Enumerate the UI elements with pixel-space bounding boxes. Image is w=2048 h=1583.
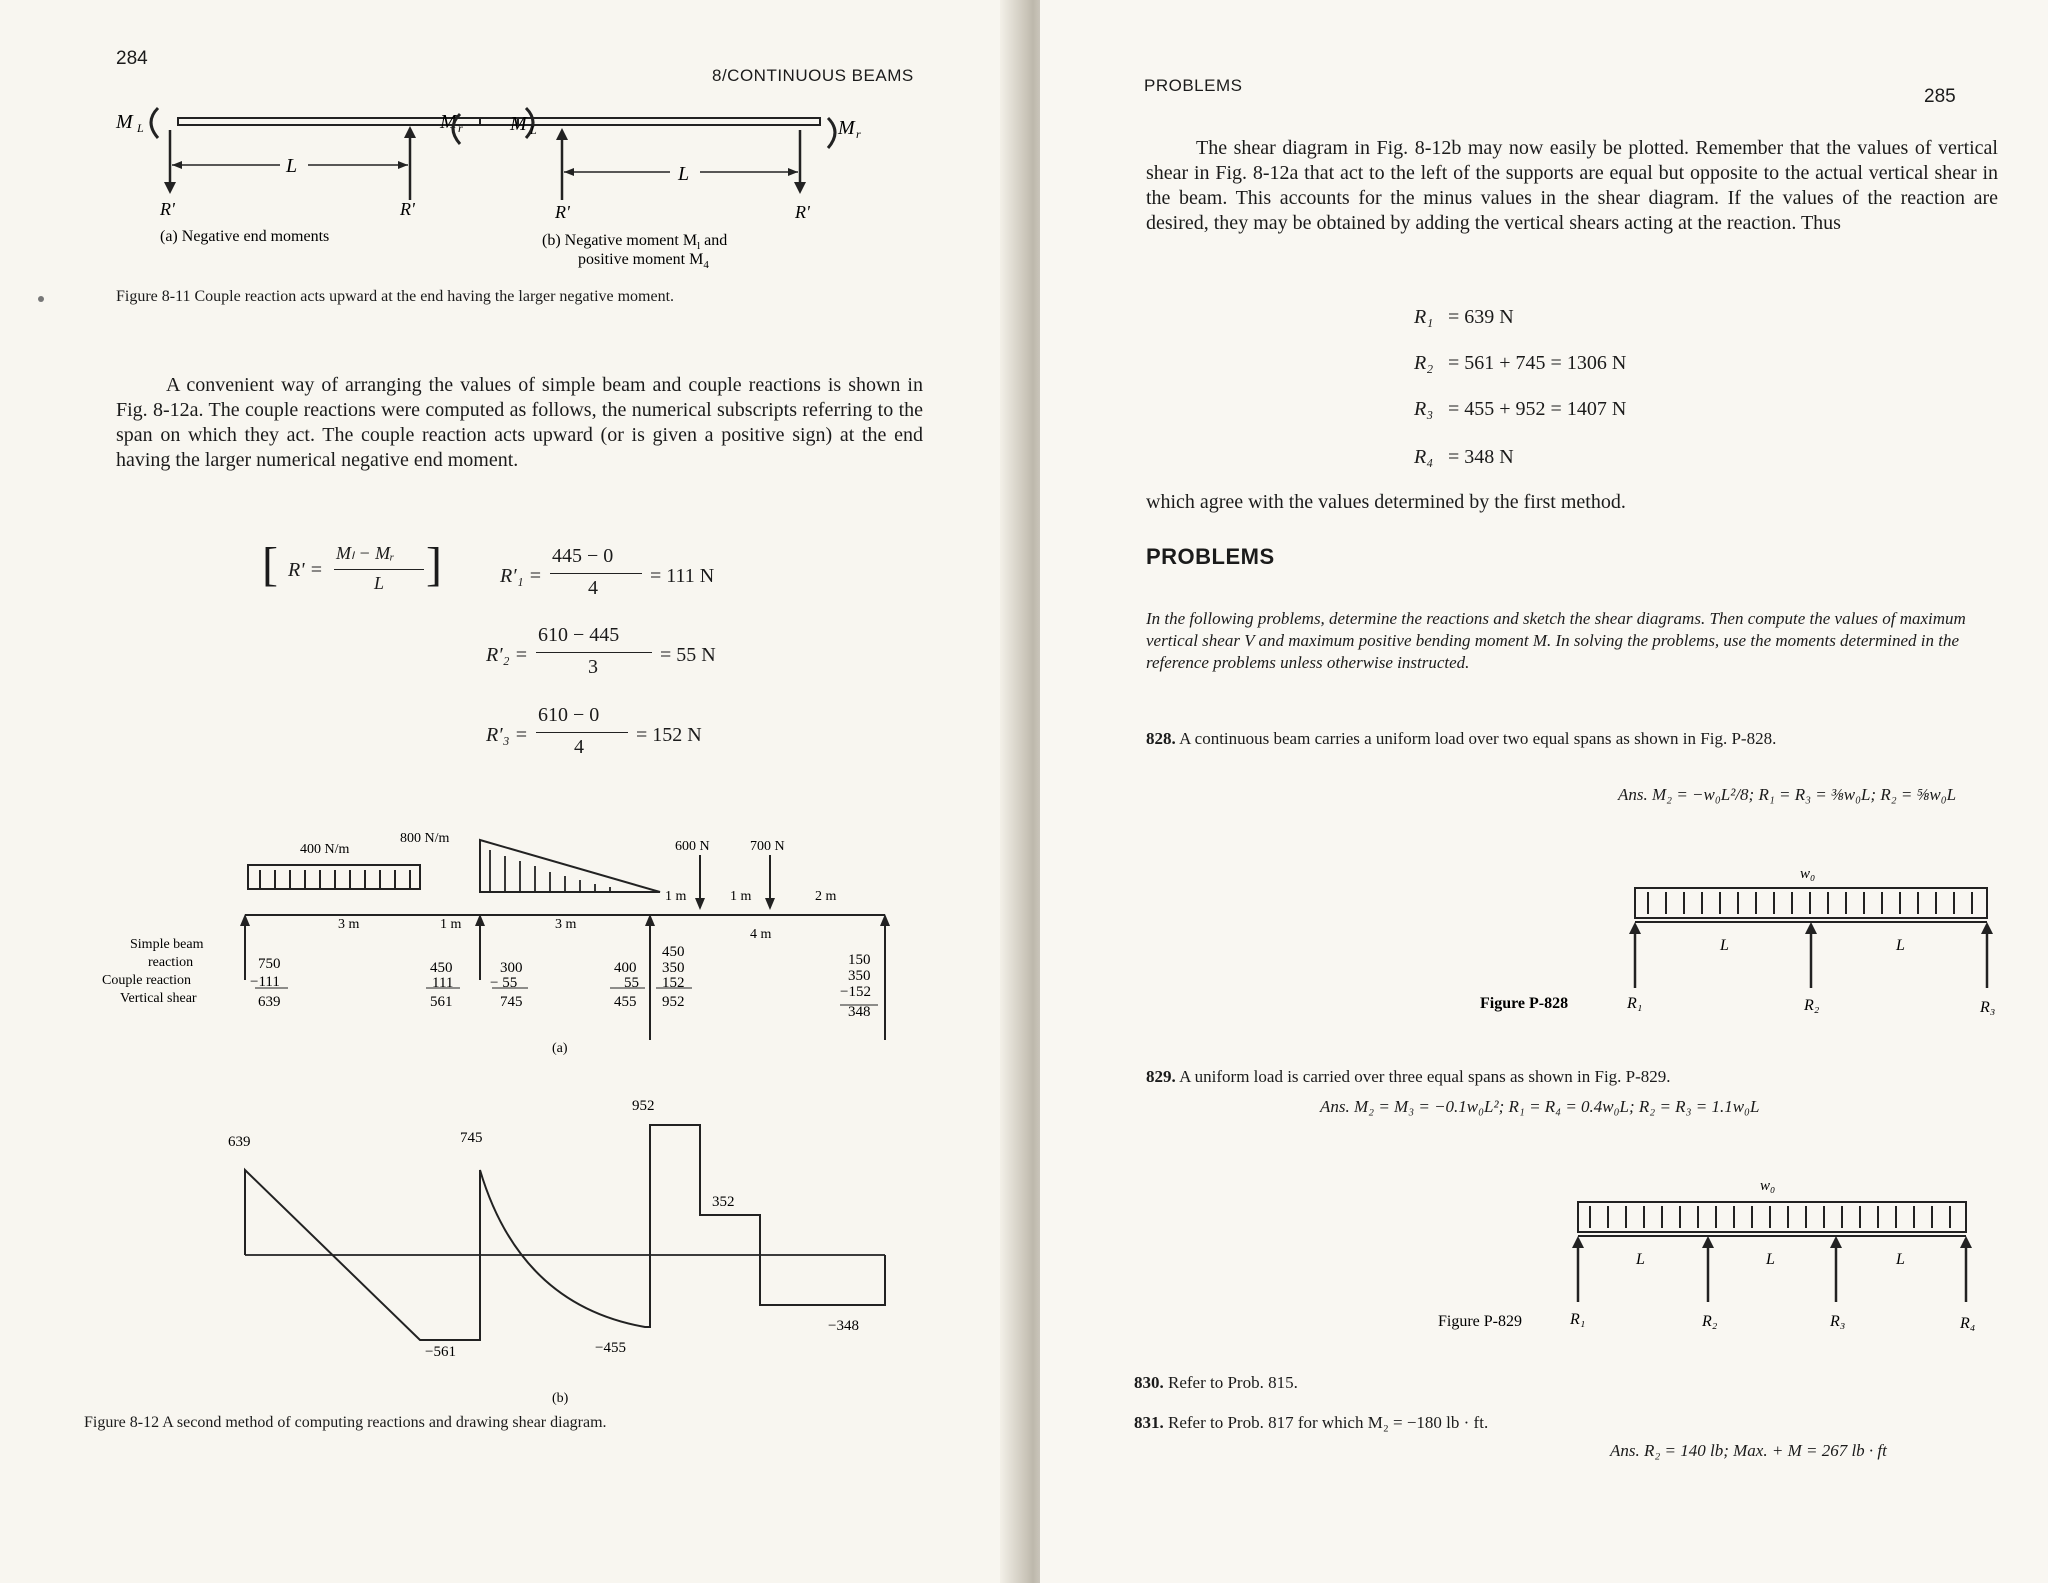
figure-label: Figure P-828 — [1480, 995, 1569, 1012]
couple-reaction-formula — [262, 538, 446, 601]
row-label-couple: Couple reaction — [102, 973, 192, 988]
figure-label: Figure P-829 — [1438, 1313, 1522, 1330]
figure-8-11a-beam — [151, 108, 533, 200]
cell: 952 — [662, 994, 685, 1010]
problem-829 — [1146, 1066, 1996, 1088]
problem-828 — [1146, 728, 1996, 750]
moment-left-label-b: M — [510, 113, 527, 135]
moment-right-label-b: M — [838, 117, 855, 139]
row-label-reaction: reaction — [148, 955, 194, 970]
dim-top-1: 1 m — [665, 889, 687, 904]
figure-8-11 — [110, 90, 890, 290]
cell: 348 — [848, 1004, 871, 1020]
body-paragraph-2: which agree with the values determined by the first method. — [1146, 491, 1626, 513]
cell: 350 — [662, 960, 685, 976]
formula-denominator: L — [374, 573, 385, 593]
reaction-right-label-b: R' — [795, 202, 810, 222]
cell: −152 — [840, 984, 871, 1000]
load-box — [1578, 1202, 1966, 1232]
load-label-700: 700 N — [750, 839, 785, 854]
eq-result: = 152 N — [636, 724, 702, 746]
figure-8-12b — [100, 1090, 900, 1410]
page-dot — [38, 296, 44, 302]
dim-bottom-4: 4 m — [750, 927, 772, 942]
eq-numerator: 610 − 445 — [538, 624, 620, 646]
running-head: PROBLEMS — [1144, 76, 1243, 95]
cell: 455 — [614, 994, 637, 1010]
problem-829-answer: Ans. M₂ = M₃ = −0.1w₀L²; R₁ = R₄ = 0.4w₀L; R₂ = R₃ = 1.1w₀L — [1320, 1097, 1760, 1116]
eq-denominator: 4 — [588, 577, 598, 599]
problem-number: 830. — [1134, 1373, 1164, 1392]
caption-b-sub: l — [697, 240, 701, 252]
caption-b-tail: and — [700, 232, 728, 249]
eq-label: R′₂ = — [486, 644, 529, 666]
dim-top-2: 1 m — [730, 889, 752, 904]
cell: 300 — [500, 960, 523, 976]
reaction-expr: = 348 N — [1448, 446, 1514, 468]
span-label: L — [1720, 937, 1729, 954]
reaction-label: R₂ — [1804, 997, 1820, 1014]
row-label-simple: Simple beam — [130, 937, 204, 952]
cell: 745 — [500, 994, 523, 1010]
eq-denominator: 4 — [574, 736, 584, 758]
reaction-label: R₂ — [1414, 352, 1434, 374]
shear-label: −348 — [828, 1318, 859, 1334]
shear-label: 952 — [632, 1098, 655, 1114]
cell: 561 — [430, 994, 453, 1010]
bracket-left: [ — [262, 538, 278, 591]
eq-label: R′₁ = — [500, 565, 543, 587]
cell: 350 — [848, 968, 871, 984]
reaction-label: R₄ — [1414, 446, 1434, 468]
reaction-label: R₃ — [1414, 398, 1434, 420]
problem-831 — [1134, 1412, 1994, 1434]
reaction-label: R₁ — [1627, 995, 1643, 1012]
shear-label: 352 — [712, 1194, 735, 1210]
cell: 400 — [614, 960, 637, 976]
caption-b2-sub: 4 — [703, 259, 709, 271]
moment-left-sub: L — [137, 121, 144, 135]
cell: 450 — [662, 944, 685, 960]
reaction-label: R₂ — [1702, 1313, 1718, 1330]
problem-831-answer: Ans. R₂ = 140 lb; Max. + M = 267 lb · ft — [1610, 1441, 1887, 1460]
load-label: w₀ — [1760, 1178, 1776, 1194]
span-label: L — [1896, 1251, 1905, 1268]
cell: 152 — [662, 975, 685, 991]
sub-caption-b: (b) — [552, 1391, 569, 1406]
eq-numerator: 445 − 0 — [552, 545, 614, 567]
reaction-label: R₁ — [1414, 306, 1434, 328]
dim-bottom-1: 3 m — [338, 917, 360, 932]
formula-lhs: R' = — [288, 559, 323, 581]
problem-828-answer: Ans. M₂ = −w₀L²/8; R₁ = R₃ = ⅜w₀L; R₂ = ⅝w₀L — [1618, 785, 1957, 804]
dim-bottom-2: 1 m — [440, 917, 462, 932]
reaction-expr: = 639 N — [1448, 306, 1514, 328]
problem-text: Refer to Prob. 817 for which M₂ = −180 lb · ft. — [1168, 1413, 1489, 1432]
bracket-right: ] — [426, 538, 442, 591]
moment-left-sub-b: L — [530, 123, 537, 137]
body-paragraph: A convenient way of arranging the values of simple beam and couple reactions is shown in Fig. 8-12a. The couple reactions were computed as follows, the numerical subscripts referring to the span on which they act. The couple reaction acts upward (or is given a positive sign) at the end having the larger numerical negative end moment. — [116, 374, 923, 471]
cell: 111 — [432, 975, 454, 991]
cell: −111 — [250, 974, 280, 990]
formula-numerator: Mₗ − Mᵣ — [336, 543, 395, 563]
caption-a: (a) Negative end moments — [160, 228, 330, 245]
moment-right-sub-b: r — [856, 127, 861, 141]
shear-label: −561 — [425, 1344, 456, 1360]
load-label: w₀ — [1800, 866, 1816, 882]
eq-numerator: 610 − 0 — [538, 704, 600, 726]
left-page — [0, 0, 1020, 1583]
load-label-400: 400 N/m — [300, 842, 350, 857]
reaction-label: R₃ — [1980, 999, 1996, 1016]
sub-caption-a: (a) — [552, 1041, 568, 1056]
caption-b-text: (b) Negative moment M — [542, 232, 698, 249]
eq-bar — [536, 652, 652, 653]
figure-8-12a — [100, 820, 900, 1100]
span-label: L — [1896, 937, 1905, 954]
shear-label: 745 — [460, 1130, 483, 1146]
cell: 639 — [258, 994, 281, 1010]
span-label: L — [1636, 1251, 1645, 1268]
moment-right-sub: r — [458, 121, 463, 135]
figure-8-12-caption: Figure 8-12 A second method of computing reactions and drawing shear diagram. — [84, 1414, 607, 1431]
page-number: 285 — [1924, 86, 1956, 107]
shear-curve — [245, 1125, 885, 1340]
load-label-800: 800 N/m — [400, 831, 450, 846]
running-head: 8/CONTINUOUS BEAMS — [712, 66, 914, 85]
formula-bar — [334, 569, 424, 570]
reaction-label: R₃ — [1830, 1313, 1846, 1330]
reaction-label: R₄ — [1960, 1315, 1976, 1332]
cell: 750 — [258, 956, 281, 972]
eq-result: = 111 N — [650, 565, 715, 587]
caption-b2-text: positive moment M — [578, 251, 704, 268]
caption-b-line2 — [578, 251, 709, 271]
span-label: L — [286, 155, 298, 177]
problem-instructions: In the following problems, determine the reactions and sketch the shear diagrams. Then compute the values of maximum vertical shear V and maximum positive bending moment M. In solving the problems, use the moments determined in the reference problems unless otherwise instructed. — [1146, 609, 1966, 672]
problem-number: 829. — [1146, 1067, 1176, 1086]
figure-p-828 — [1330, 860, 2030, 1030]
row-label-shear: Vertical shear — [120, 991, 197, 1006]
section-heading: PROBLEMS — [1146, 544, 1275, 569]
moment-left-label: M — [116, 111, 133, 133]
problem-text: A continuous beam carries a uniform load over two equal spans as shown in Fig. P-828. — [1179, 729, 1777, 748]
reaction-right-label: R' — [400, 199, 415, 219]
cell: 55 — [624, 975, 639, 991]
figure-p-829 — [1330, 1160, 2030, 1340]
span-label: L — [1766, 1251, 1775, 1268]
page-number: 284 — [116, 48, 148, 69]
moment-right-label: M — [440, 111, 457, 133]
problem-number: 831. — [1134, 1413, 1164, 1432]
cell: 450 — [430, 960, 453, 976]
cell: 150 — [848, 952, 871, 968]
reaction-expr: = 561 + 745 = 1306 N — [1448, 352, 1627, 374]
reaction-expr: = 455 + 952 = 1407 N — [1448, 398, 1627, 420]
problem-text: Refer to Prob. 815. — [1168, 1373, 1298, 1392]
caption-b-line1 — [542, 232, 727, 252]
eq-result: = 55 N — [660, 644, 716, 666]
reaction-left-label: R' — [160, 199, 175, 219]
reaction-label: R₁ — [1570, 1311, 1586, 1328]
problem-number: 828. — [1146, 729, 1176, 748]
load-label-600: 600 N — [675, 839, 710, 854]
problem-830 — [1134, 1372, 1994, 1394]
span-label-b: L — [678, 163, 690, 185]
body-paragraph-1: The shear diagram in Fig. 8-12b may now easily be plotted. Remember that the values of vertical shear in Fig. 8-12a that act to the left of the supports are equal but opposite to the actual vertical shear in the beam. This accounts for the minus values in the shear diagram. If the values of the reaction are desired, they may be obtained by adding the vertical shears acting at the reaction. Thus — [1146, 137, 1998, 234]
dim-bottom-3: 3 m — [555, 917, 577, 932]
shear-label: 639 — [228, 1134, 251, 1150]
eq-label: R′₃ = — [486, 724, 529, 746]
triangular-load — [480, 840, 660, 892]
shear-label: −455 — [595, 1340, 626, 1356]
reaction-left-label-b: R' — [555, 202, 570, 222]
eq-denominator: 3 — [588, 656, 598, 678]
dim-top-3: 2 m — [815, 889, 837, 904]
eq-bar — [536, 732, 628, 733]
right-page — [1040, 0, 2048, 1583]
figure-8-11-caption: Figure 8-11 Couple reaction acts upward at the end having the larger negative moment. — [116, 288, 675, 305]
cell: − 55 — [490, 975, 518, 991]
problem-text: A uniform load is carried over three equal spans as shown in Fig. P-829. — [1179, 1067, 1671, 1086]
eq-bar — [550, 573, 642, 574]
